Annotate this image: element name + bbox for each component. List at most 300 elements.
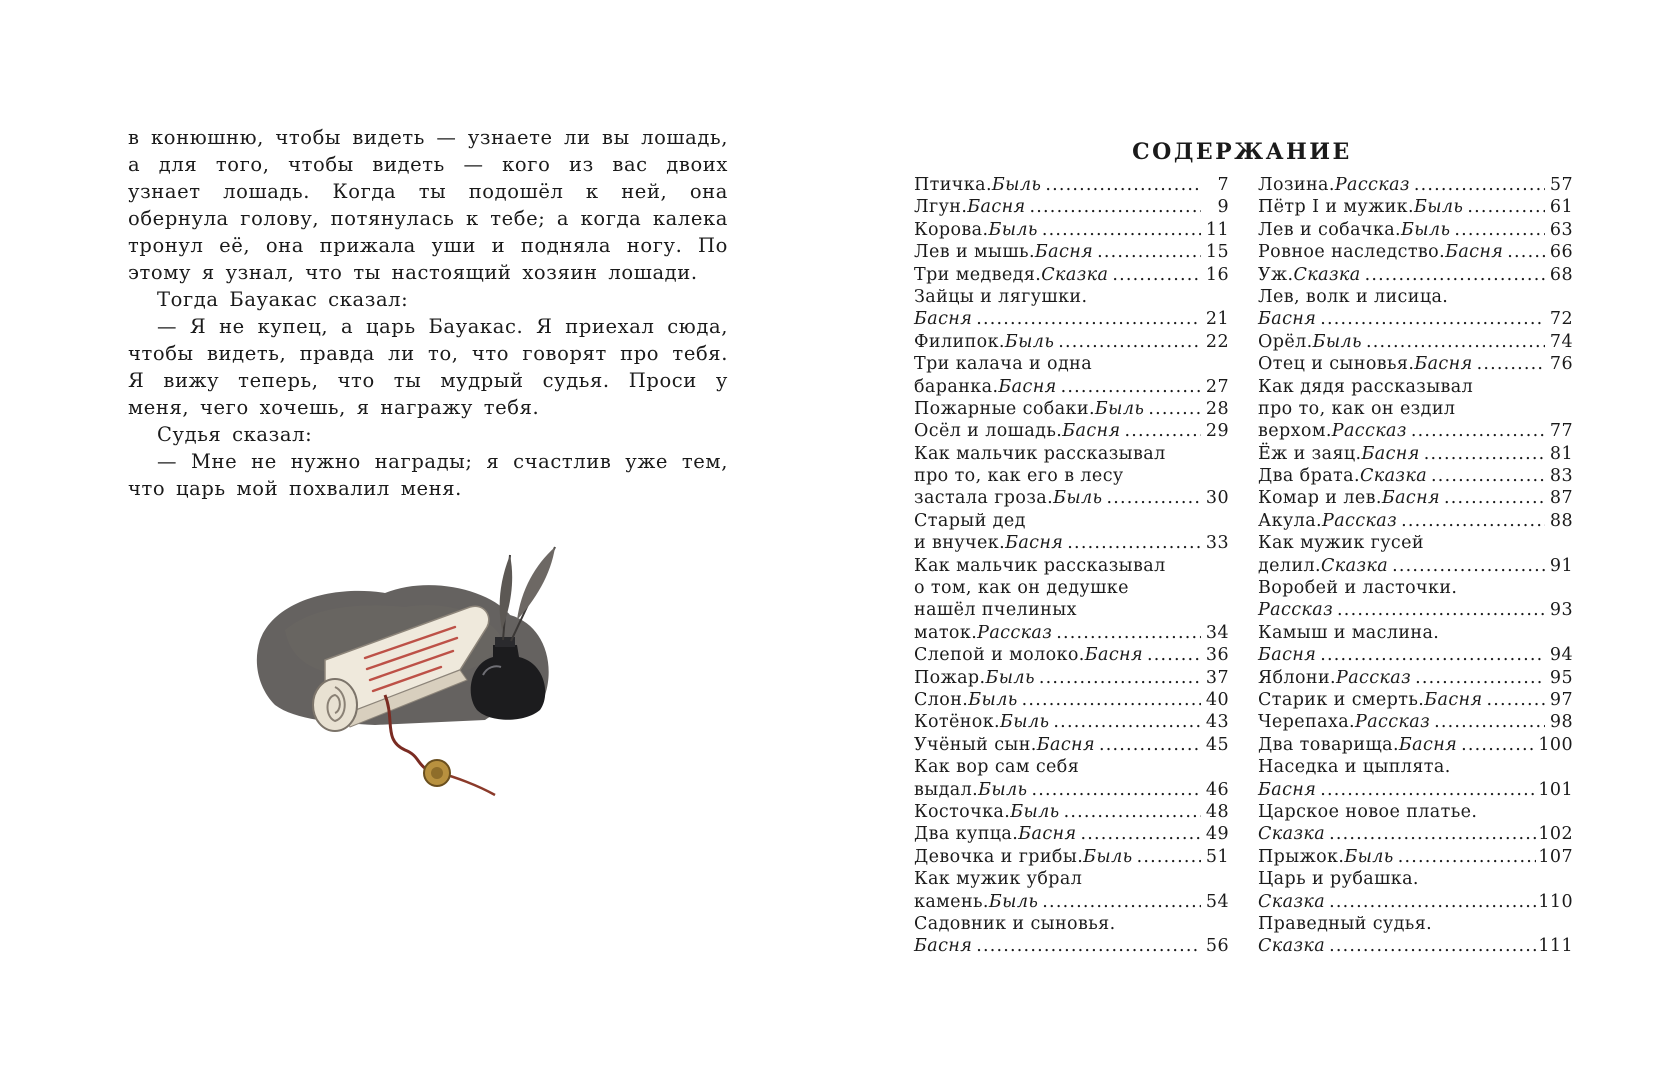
toc-dot-leader: [1320, 308, 1545, 330]
toc-page-number: 34: [1205, 622, 1229, 643]
toc-dot-leader: [1022, 689, 1201, 711]
toc-entry-genre: Быль: [978, 779, 1028, 800]
toc-dot-leader: [1329, 891, 1536, 913]
toc-page-number: 66: [1549, 242, 1573, 263]
toc-line: [1258, 398, 1573, 420]
toc-entry-title: Ровное наследство.: [1258, 242, 1446, 263]
toc-line: [914, 532, 1229, 554]
toc-dot-leader: [1030, 196, 1201, 218]
toc-entry-genre: Быль: [1401, 219, 1451, 240]
toc-page-number: 40: [1205, 689, 1229, 710]
toc-entry-title: Осёл и лошадь.: [914, 421, 1063, 442]
toc-line: [914, 286, 1229, 308]
toc-entry-genre: Басня: [914, 309, 973, 330]
toc-page-number: 21: [1205, 309, 1229, 330]
toc-line: [1258, 891, 1573, 913]
scroll-quill-inkwell-illustration: [255, 545, 595, 805]
toc-entry-title: Два товарища.: [1258, 734, 1399, 755]
toc-entry: [1258, 801, 1573, 846]
toc-line: [1258, 420, 1573, 442]
toc-page-number: 76: [1549, 354, 1573, 375]
toc-page-number: 49: [1205, 824, 1229, 845]
toc-entry-genre: Сказка: [1258, 936, 1326, 957]
toc-entry-title: Как мужик гусей: [1258, 533, 1424, 554]
toc-entry: [1258, 510, 1573, 532]
toc-dot-leader: [1398, 846, 1537, 868]
toc-entry-title: о том, как он дедушке: [914, 578, 1129, 599]
toc-line: [1258, 734, 1573, 756]
toc-line: [1258, 779, 1573, 801]
toc-page-number: 15: [1205, 242, 1229, 263]
toc-entry: [1258, 667, 1573, 689]
toc-dot-leader: [1042, 219, 1201, 241]
toc-entry-title: Воробей и ласточки.: [1258, 578, 1458, 599]
toc-line: [1258, 823, 1573, 845]
toc-line: [914, 846, 1229, 868]
toc-dot-leader: [1056, 622, 1201, 644]
toc-entry: [914, 734, 1229, 756]
toc-entry-title: Лев, волк и лисица.: [1258, 286, 1449, 307]
toc-entry: [914, 846, 1229, 868]
toc-dot-leader: [1058, 331, 1201, 353]
toc-line: [914, 376, 1229, 398]
toc-page-number: 83: [1549, 466, 1573, 487]
toc-entry-title: Старик и смерть.: [1258, 689, 1425, 710]
toc-entry: [1258, 577, 1573, 622]
toc-page-number: 74: [1549, 331, 1573, 352]
left-page: [128, 124, 728, 502]
toc-entry-genre: Басня: [998, 376, 1057, 397]
toc-line: [914, 935, 1229, 957]
toc-entry: [914, 398, 1229, 420]
toc-entry-genre: Сказка: [1293, 264, 1361, 285]
toc-entry-genre: Басня: [1084, 645, 1143, 666]
toc-column-left: [914, 174, 1229, 958]
toc-page-number: 36: [1205, 645, 1229, 666]
toc-entry-title: Камыш и маслина.: [1258, 622, 1440, 643]
toc-entry-genre: Рассказ: [1331, 421, 1407, 442]
toc-entry-title: Отец и сыновья.: [1258, 354, 1415, 375]
toc-entry: [914, 913, 1229, 958]
toc-page-number: 107: [1538, 846, 1573, 867]
toc-entry-genre: Басня: [1398, 734, 1458, 755]
toc-entry-genre: Рассказ: [1336, 667, 1412, 688]
toc-entry-title: Два купца.: [914, 824, 1019, 845]
toc-page-number: 29: [1205, 421, 1229, 442]
toc-entry-genre: Сказка: [1359, 466, 1428, 487]
toc-entry: [1258, 532, 1573, 577]
toc-entry-genre: Быль: [968, 689, 1018, 710]
toc-entry-genre: Басня: [1258, 309, 1317, 330]
toc-dot-leader: [1064, 801, 1201, 823]
toc-entry: [914, 667, 1229, 689]
toc-line: [914, 711, 1229, 733]
toc-page-number: 56: [1205, 936, 1229, 957]
toc-page-number: 30: [1205, 488, 1229, 509]
toc-entry-title: Лев и мышь.: [914, 242, 1035, 263]
toc-entry: [914, 756, 1229, 801]
toc-entry-title: Учёный сын.: [914, 734, 1037, 755]
toc-line: [1258, 711, 1573, 733]
toc-entry-genre: Быль: [1004, 331, 1055, 352]
toc-page-number: 97: [1549, 689, 1573, 710]
toc-line: [1258, 868, 1573, 890]
toc-line: [1258, 599, 1573, 621]
toc-page-number: 87: [1549, 488, 1573, 509]
toc-page-number: 37: [1205, 667, 1229, 688]
toc-dot-leader: [1329, 935, 1536, 957]
toc-line: [914, 510, 1229, 532]
toc-page-number: 46: [1205, 779, 1229, 800]
toc-entry-genre: Басня: [1062, 421, 1121, 442]
toc-entry: [914, 420, 1229, 442]
toc-line: [1258, 577, 1573, 599]
toc-entry-genre: Басня: [1005, 533, 1064, 554]
toc-dot-leader: [1477, 353, 1545, 375]
toc-page-number: 68: [1549, 264, 1573, 285]
toc-dot-leader: [1137, 846, 1201, 868]
toc-dot-leader: [1067, 532, 1201, 554]
illustration-svg: [255, 545, 595, 805]
toc-entry: [1258, 487, 1573, 509]
toc-line: [1258, 935, 1573, 957]
toc-page-number: 54: [1205, 891, 1229, 912]
toc-entry: [1258, 264, 1573, 286]
toc-entry: [1258, 868, 1573, 913]
toc-entry: [914, 174, 1229, 196]
toc-entry: [914, 331, 1229, 353]
toc-dot-leader: [1061, 376, 1201, 398]
toc-page-number: 22: [1205, 331, 1229, 352]
toc-line: [1258, 308, 1573, 330]
toc-line: [914, 868, 1229, 890]
toc-page-number: 43: [1205, 712, 1229, 733]
toc-entry-genre: Басня: [1036, 734, 1095, 755]
toc-line: [1258, 331, 1573, 353]
toc-entry-genre: Быль: [1413, 197, 1464, 218]
toc-entry-title: Старый дед: [914, 510, 1026, 531]
toc-line: [1258, 510, 1573, 532]
toc-page-number: 77: [1549, 421, 1573, 442]
toc-dot-leader: [1045, 174, 1201, 196]
toc-line: [1258, 801, 1573, 823]
toc-dot-leader: [1337, 599, 1545, 621]
toc-entry-title: Прыжок.: [1258, 846, 1345, 867]
toc-page-number: 28: [1205, 398, 1229, 419]
toc-entry-title: застала гроза.: [914, 488, 1054, 509]
toc-page-number: 57: [1549, 175, 1573, 195]
toc-dot-leader: [1124, 420, 1201, 442]
toc-entry-title: и внучек.: [914, 533, 1006, 554]
toc-entry-title: Черепаха.: [1258, 712, 1356, 733]
toc-dot-leader: [1147, 644, 1201, 666]
story-paragraph: — Мне не нужно награды; я счастлив уже тем, что царь мой похвалил меня.: [128, 450, 728, 500]
toc-dot-leader: [1392, 555, 1545, 577]
toc-dot-leader: [1415, 667, 1545, 689]
toc-entry: [914, 241, 1229, 263]
toc-dot-leader: [1053, 711, 1201, 733]
toc-dot-leader: [1414, 174, 1545, 196]
toc-entry-genre: Рассказ: [1322, 510, 1398, 531]
toc-page-number: 100: [1538, 734, 1573, 755]
toc-entry-genre: Басня: [1034, 242, 1094, 263]
toc-dot-leader: [1112, 264, 1201, 286]
toc-line: [914, 241, 1229, 263]
toc-entry: [1258, 846, 1573, 868]
toc-entry-title: Акула.: [1258, 510, 1323, 531]
toc-page-number: 98: [1549, 712, 1573, 733]
toc-line: [914, 331, 1229, 353]
toc-entry-title: Слон.: [914, 689, 969, 710]
toc-line: [1258, 846, 1573, 868]
toc-page-number: 7: [1217, 175, 1229, 195]
toc-line: [914, 779, 1229, 801]
toc-line: [1258, 174, 1573, 196]
story-paragraph: Судья сказал:: [157, 423, 313, 446]
toc-page-number: 110: [1538, 891, 1573, 912]
toc-entry-title: выдал.: [914, 779, 979, 800]
toc-line: [914, 913, 1229, 935]
toc-entry: [914, 443, 1229, 510]
toc-entry-genre: Быль: [985, 667, 1035, 688]
toc-entry: [1258, 196, 1573, 218]
toc-line: [914, 420, 1229, 442]
toc-line: [914, 443, 1229, 465]
toc-line: [1258, 667, 1573, 689]
toc-line: [1258, 241, 1573, 263]
toc-entry: [1258, 711, 1573, 733]
toc-dot-leader: [1507, 241, 1545, 263]
toc-dot-leader: [1431, 465, 1545, 487]
toc-entry-genre: Быль: [1094, 398, 1145, 419]
toc-dot-leader: [1444, 487, 1545, 509]
toc-entry-genre: Быль: [988, 219, 1038, 240]
toc-page-number: 81: [1549, 443, 1573, 464]
toc-line: [914, 667, 1229, 689]
toc-page-number: 33: [1205, 533, 1229, 554]
toc-line: [914, 398, 1229, 420]
toc-entry: [1258, 219, 1573, 241]
toc-entry: [914, 264, 1229, 286]
toc-entry-genre: Быль: [1000, 712, 1050, 733]
toc-line: [1258, 264, 1573, 286]
toc-entry-title: Птичка.: [914, 175, 992, 195]
toc-entry-genre: Сказка: [1041, 264, 1109, 285]
toc-dot-leader: [1097, 241, 1201, 263]
toc-line: [1258, 286, 1573, 308]
toc-entry-title: Пожарные собаки.: [914, 398, 1095, 419]
toc-entry-title: делил.: [1258, 555, 1321, 576]
toc-entry-title: Комар и лев.: [1258, 488, 1382, 509]
toc-entry-genre: Быль: [1010, 801, 1060, 822]
toc-entry-title: Три медведя.: [914, 264, 1042, 285]
toc-entry: [1258, 331, 1573, 353]
toc-entry: [1258, 913, 1573, 958]
toc-entry: [914, 196, 1229, 218]
toc-page-number: 101: [1538, 779, 1573, 800]
toc-line: [914, 264, 1229, 286]
toc-dot-leader: [1320, 644, 1545, 666]
toc-entry: [914, 823, 1229, 845]
toc-entry-title: Как мальчик рассказывал: [914, 555, 1166, 576]
toc-entry-genre: Рассказ: [1334, 175, 1410, 195]
toc-line: [1258, 532, 1573, 554]
toc-entry-title: Праведный судья.: [1258, 913, 1433, 934]
story-text: [128, 124, 728, 502]
toc-entry-title: баранка.: [914, 376, 999, 397]
toc-page-number: 51: [1205, 846, 1229, 867]
toc-entry: [1258, 174, 1573, 196]
toc-line: [914, 577, 1229, 599]
toc-dot-leader: [976, 935, 1201, 957]
toc-dot-leader: [1031, 779, 1201, 801]
toc-line: [914, 599, 1229, 621]
toc-page-number: 48: [1205, 801, 1229, 822]
toc-entry-title: Яблони.: [1258, 667, 1337, 688]
toc-entry-title: нашёл пчелиных: [914, 600, 1077, 621]
toc-entry: [914, 353, 1229, 398]
toc-entry-title: Орёл.: [1258, 331, 1313, 352]
toc-entry-title: Как мальчик рассказывал: [914, 443, 1166, 464]
toc-entry-title: Корова.: [914, 219, 989, 240]
toc-entry-title: Три калача и одна: [914, 354, 1093, 375]
toc-entry-title: Пожар.: [914, 667, 986, 688]
toc-line: [1258, 913, 1573, 935]
toc-line: [914, 823, 1229, 845]
toc-entry-genre: Быль: [1312, 331, 1362, 352]
toc-entry-title: Как мужик убрал: [914, 869, 1083, 890]
toc-entry-title: Как вор сам себя: [914, 757, 1080, 778]
toc-entry-title: маток.: [914, 622, 978, 643]
toc-entry-genre: Быль: [1053, 488, 1103, 509]
toc-dot-leader: [1099, 734, 1201, 756]
toc-dot-leader: [1401, 510, 1545, 532]
toc-entry-genre: Сказка: [1258, 891, 1326, 912]
toc-entry-title: про то, как он ездил: [1258, 398, 1456, 419]
toc-entry: [914, 711, 1229, 733]
toc-entry-genre: Басня: [1445, 242, 1504, 263]
toc-line: [914, 465, 1229, 487]
toc-entry-title: Ёж и заяц.: [1258, 443, 1362, 464]
toc-dot-leader: [1320, 779, 1536, 801]
toc-entry-genre: Басня: [1018, 824, 1077, 845]
toc-line: [1258, 555, 1573, 577]
toc-page-number: 94: [1549, 645, 1573, 666]
toc-line: [1258, 622, 1573, 644]
toc-entry-title: Лев и собачка.: [1258, 219, 1402, 240]
toc-entry: [1258, 734, 1573, 756]
toc-line: [914, 689, 1229, 711]
toc-dot-leader: [976, 308, 1201, 330]
toc-entry-title: Пётр I и мужик.: [1258, 197, 1414, 218]
toc-entry-title: Зайцы и лягушки.: [914, 286, 1088, 307]
toc-entry-genre: Басня: [1258, 779, 1317, 800]
toc-entry-genre: Рассказ: [1355, 712, 1431, 733]
toc-line: [1258, 644, 1573, 666]
toc-page-number: 111: [1538, 936, 1573, 957]
toc-entry-title: Два брата.: [1258, 466, 1360, 487]
toc-line: [914, 801, 1229, 823]
toc-entry-title: верхом.: [1258, 421, 1332, 442]
toc-entry: [914, 644, 1229, 666]
toc-line: [914, 353, 1229, 375]
toc-line: [1258, 353, 1573, 375]
toc-entry-title: Лгун.: [914, 197, 968, 218]
toc-dot-leader: [1486, 689, 1545, 711]
toc-page-number: 16: [1205, 264, 1229, 285]
toc-line: [914, 891, 1229, 913]
toc-entry-title: Косточка.: [914, 801, 1011, 822]
toc-dot-leader: [1461, 734, 1536, 756]
toc-dot-leader: [1454, 219, 1545, 241]
story-paragraph: — Я не купец, а царь Бауакас. Я приехал сюда, чтобы видеть, правда ли то, что говорят про тебя. Я вижу теперь, что ты мудрый судья. Проси у меня, чего хочешь, я награжу тебя.: [128, 315, 728, 419]
toc-page-number: 88: [1549, 510, 1573, 531]
toc-dot-leader: [1148, 398, 1201, 420]
toc-dot-leader: [1366, 331, 1545, 353]
toc-entry-title: Лозина.: [1258, 175, 1335, 195]
toc-line: [914, 219, 1229, 241]
toc-entry-title: камень.: [914, 891, 989, 912]
toc-entry-genre: Быль: [1083, 846, 1133, 867]
toc-entry: [914, 286, 1229, 331]
toc-entry-genre: Басня: [1381, 488, 1441, 509]
toc-entry-title: Царское новое платье.: [1258, 801, 1478, 822]
toc-line: [1258, 219, 1573, 241]
toc-entry-genre: Сказка: [1321, 555, 1389, 576]
toc-page-number: 9: [1217, 197, 1229, 218]
toc-page-number: 95: [1549, 667, 1573, 688]
toc-line: [914, 174, 1229, 196]
toc-page-number: 93: [1549, 600, 1573, 621]
toc-entry-genre: Басня: [967, 197, 1026, 218]
toc-dot-leader: [1106, 487, 1201, 509]
toc-entry: [914, 868, 1229, 913]
toc-entry-title: Уж.: [1258, 264, 1294, 285]
toc-entry-genre: Быль: [988, 891, 1039, 912]
toc-line: [1258, 487, 1573, 509]
toc-entry-genre: Басня: [1424, 689, 1483, 710]
toc-entry: [1258, 286, 1573, 331]
toc-entry-title: Девочка и грибы.: [914, 846, 1084, 867]
toc-entry: [1258, 353, 1573, 375]
toc-entry-genre: Быль: [1344, 846, 1394, 867]
toc-dot-leader: [1467, 196, 1545, 218]
toc-page-number: 72: [1549, 309, 1573, 330]
toc-dot-leader: [1365, 264, 1545, 286]
toc-line: [914, 622, 1229, 644]
toc-dot-leader: [1042, 891, 1201, 913]
toc-line: [914, 487, 1229, 509]
toc-page-number: 102: [1538, 824, 1573, 845]
toc-column-right: [1258, 174, 1573, 958]
toc-line: [1258, 756, 1573, 778]
toc-heading: СОДЕРЖАНИЕ: [1132, 139, 1352, 166]
toc-page-number: 61: [1549, 197, 1573, 218]
toc-line: [914, 555, 1229, 577]
toc-entry-title: Садовник и сыновья.: [914, 913, 1116, 934]
toc-line: [914, 734, 1229, 756]
toc-line: [914, 196, 1229, 218]
toc-entry-title: про то, как его в лесу: [914, 466, 1124, 487]
story-paragraph: в конюшню, чтобы видеть — узнаете ли вы лошадь, а для того, чтобы видеть — кого из вас двоих узнает лошадь. Когда ты подошёл к ней, она обернула голову, потянулась к тебе; а когда калека тронул её, она прижала уши и подняла ногу. По этому я узнал, что ты настоящий хозяин лошади.: [128, 126, 728, 284]
toc-entry: [914, 510, 1229, 555]
toc-entry-title: Слепой и молоко.: [914, 645, 1085, 666]
toc-entry: [1258, 465, 1573, 487]
toc-dot-leader: [1080, 823, 1201, 845]
toc-entry-title: Царь и рубашка.: [1258, 869, 1419, 890]
toc-entry: [1258, 443, 1573, 465]
toc-page-number: 27: [1205, 376, 1229, 397]
